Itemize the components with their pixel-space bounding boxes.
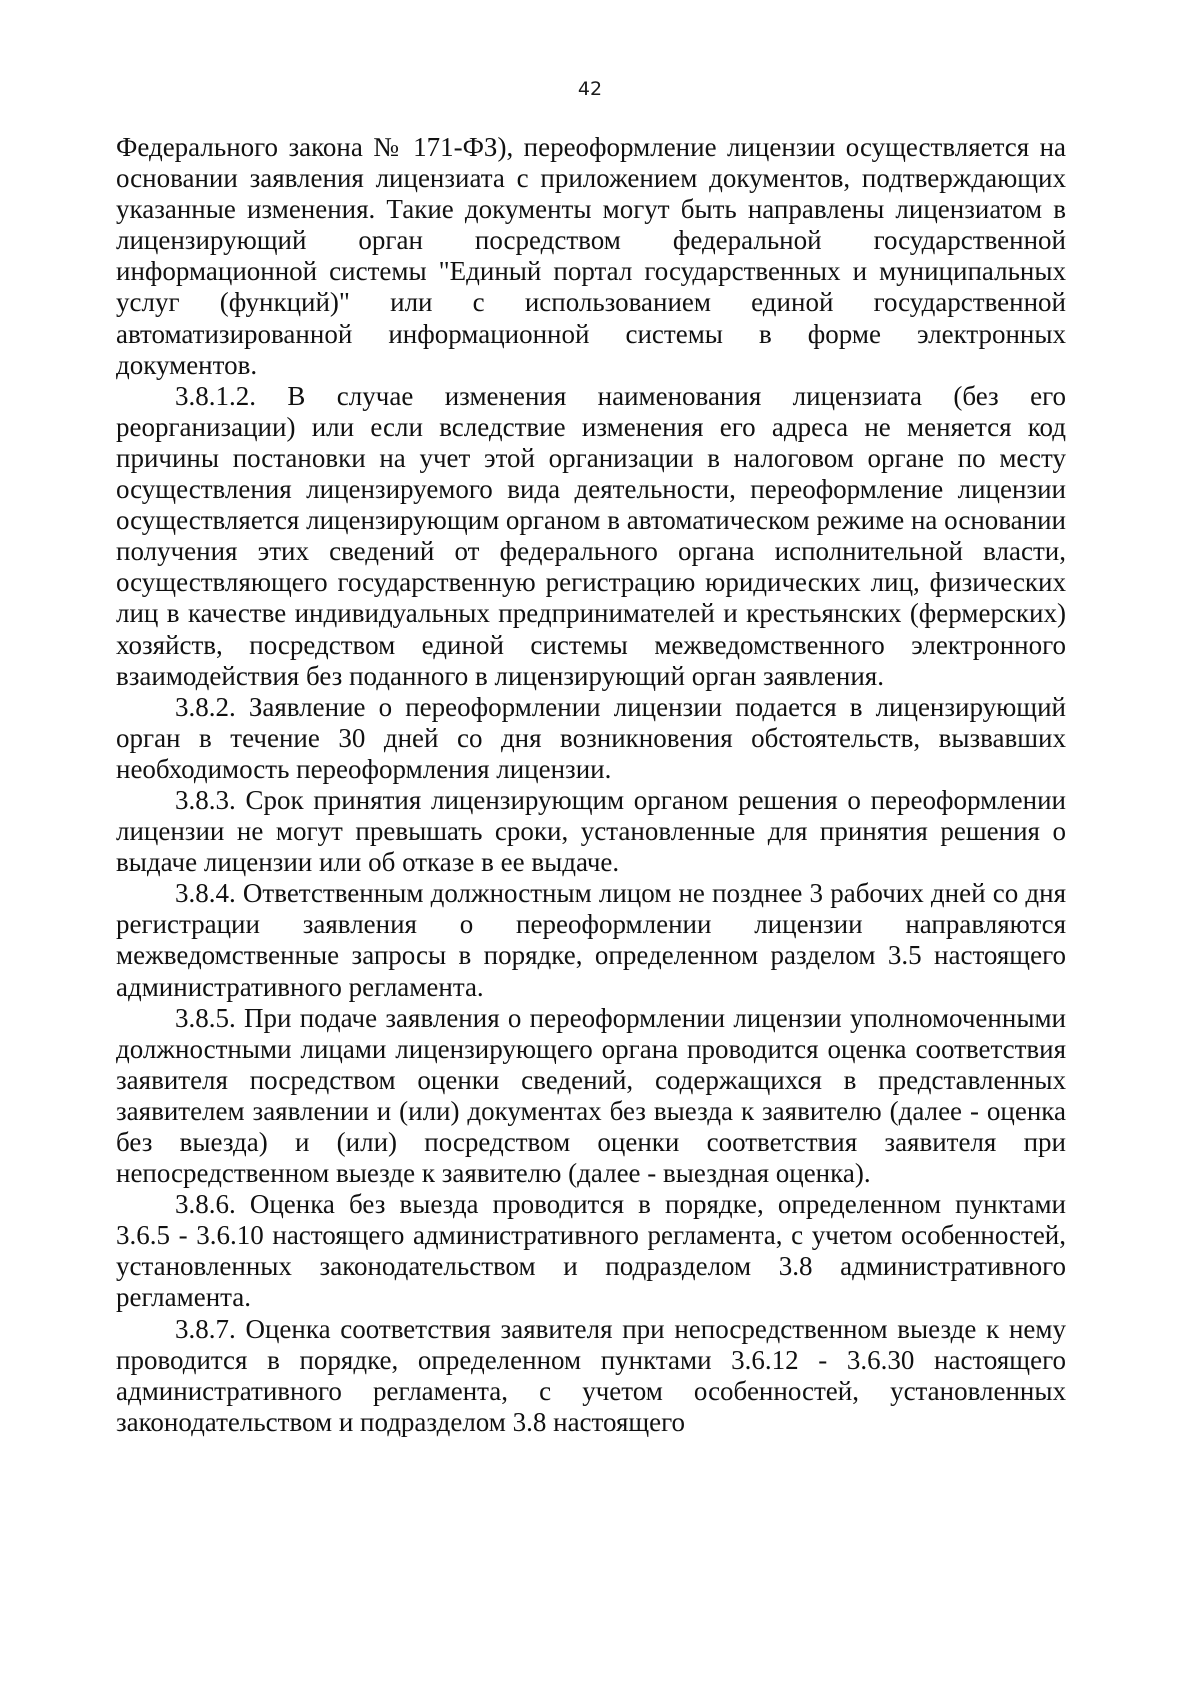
page-number: 42 [577,78,603,100]
paragraph-3-8-5: 3.8.5. При подаче заявления о переоформлении лицензии уполномоченными должностными лицами лицензирующего органа проводится оценка соответствия заявителя посредством оценки сведений, содержащихся в представленных заявителем заявлении и (или) документах без выезда к заявителю (далее - оценка без выезда) и (или) посредством оценки соответствия заявителя при непосредственном выезде к заявителю (далее - выездная оценка). [116,1002,1066,1189]
paragraph-3-8-6: 3.8.6. Оценка без выезда проводится в порядке, определенном пунктами 3.6.5 - 3.6.10 настоящего административного регламента, с учетом особенностей, установленных законодательством и подразделом 3.8 административного регламента. [116,1189,1066,1313]
document-body [116,132,1066,1438]
paragraph-3-8-3: 3.8.3. Срок принятия лицензирующим органом решения о переоформлении лицензии не могут превышать сроки, установленные для принятия решения о выдаче лицензии или об отказе в ее выдаче. [116,784,1066,878]
paragraph-continuation: Федерального закона № 171-ФЗ), переоформление лицензии осуществляется на основании заявления лицензиата с приложением документов, подтверждающих указанные изменения. Такие документы могут быть направлены лицензиатом в лицензирующий орган посредством федеральной государственной информационной системы "Единый портал государственных и муниципальных услуг (функций)" или с использованием единой государственной автоматизированной информационной системы в форме электронных документов. [116,132,1066,380]
paragraph-3-8-7: 3.8.7. Оценка соответствия заявителя при непосредственном выезде к нему проводится в порядке, определенном пунктами 3.6.12 - 3.6.30 настоящего административного регламента, с учетом особенностей, установленных законодательством и подразделом 3.8 настоящего [116,1313,1066,1437]
paragraph-3-8-1-2: 3.8.1.2. В случае изменения наименования лицензиата (без его реорганизации) или если вследствие изменения его адреса не меняется код причины постановки на учет этой организации в налоговом органе по месту осуществления лицензируемого вида деятельности, переоформление лицензии осуществляется лицензирующим органом в автоматическом режиме на основании получения этих сведений от федерального органа исполнительной власти, осуществляющего государственную регистрацию юридических лиц, физических лиц в качестве индивидуальных предпринимателей и крестьянских (фермерских) хозяйств, посредством единой системы межведомственного электронного взаимодействия без поданного в лицензирующий орган заявления. [116,380,1066,691]
paragraph-3-8-4: 3.8.4. Ответственным должностным лицом не позднее 3 рабочих дней со дня регистрации заявления о переоформлении лицензии направляются межведомственные запросы в порядке, определенном разделом 3.5 настоящего административного регламента. [116,878,1066,1002]
paragraph-3-8-2: 3.8.2. Заявление о переоформлении лицензии подается в лицензирующий орган в течение 30 дней со дня возникновения обстоятельств, вызвавших необходимость переоформления лицензии. [116,691,1066,784]
